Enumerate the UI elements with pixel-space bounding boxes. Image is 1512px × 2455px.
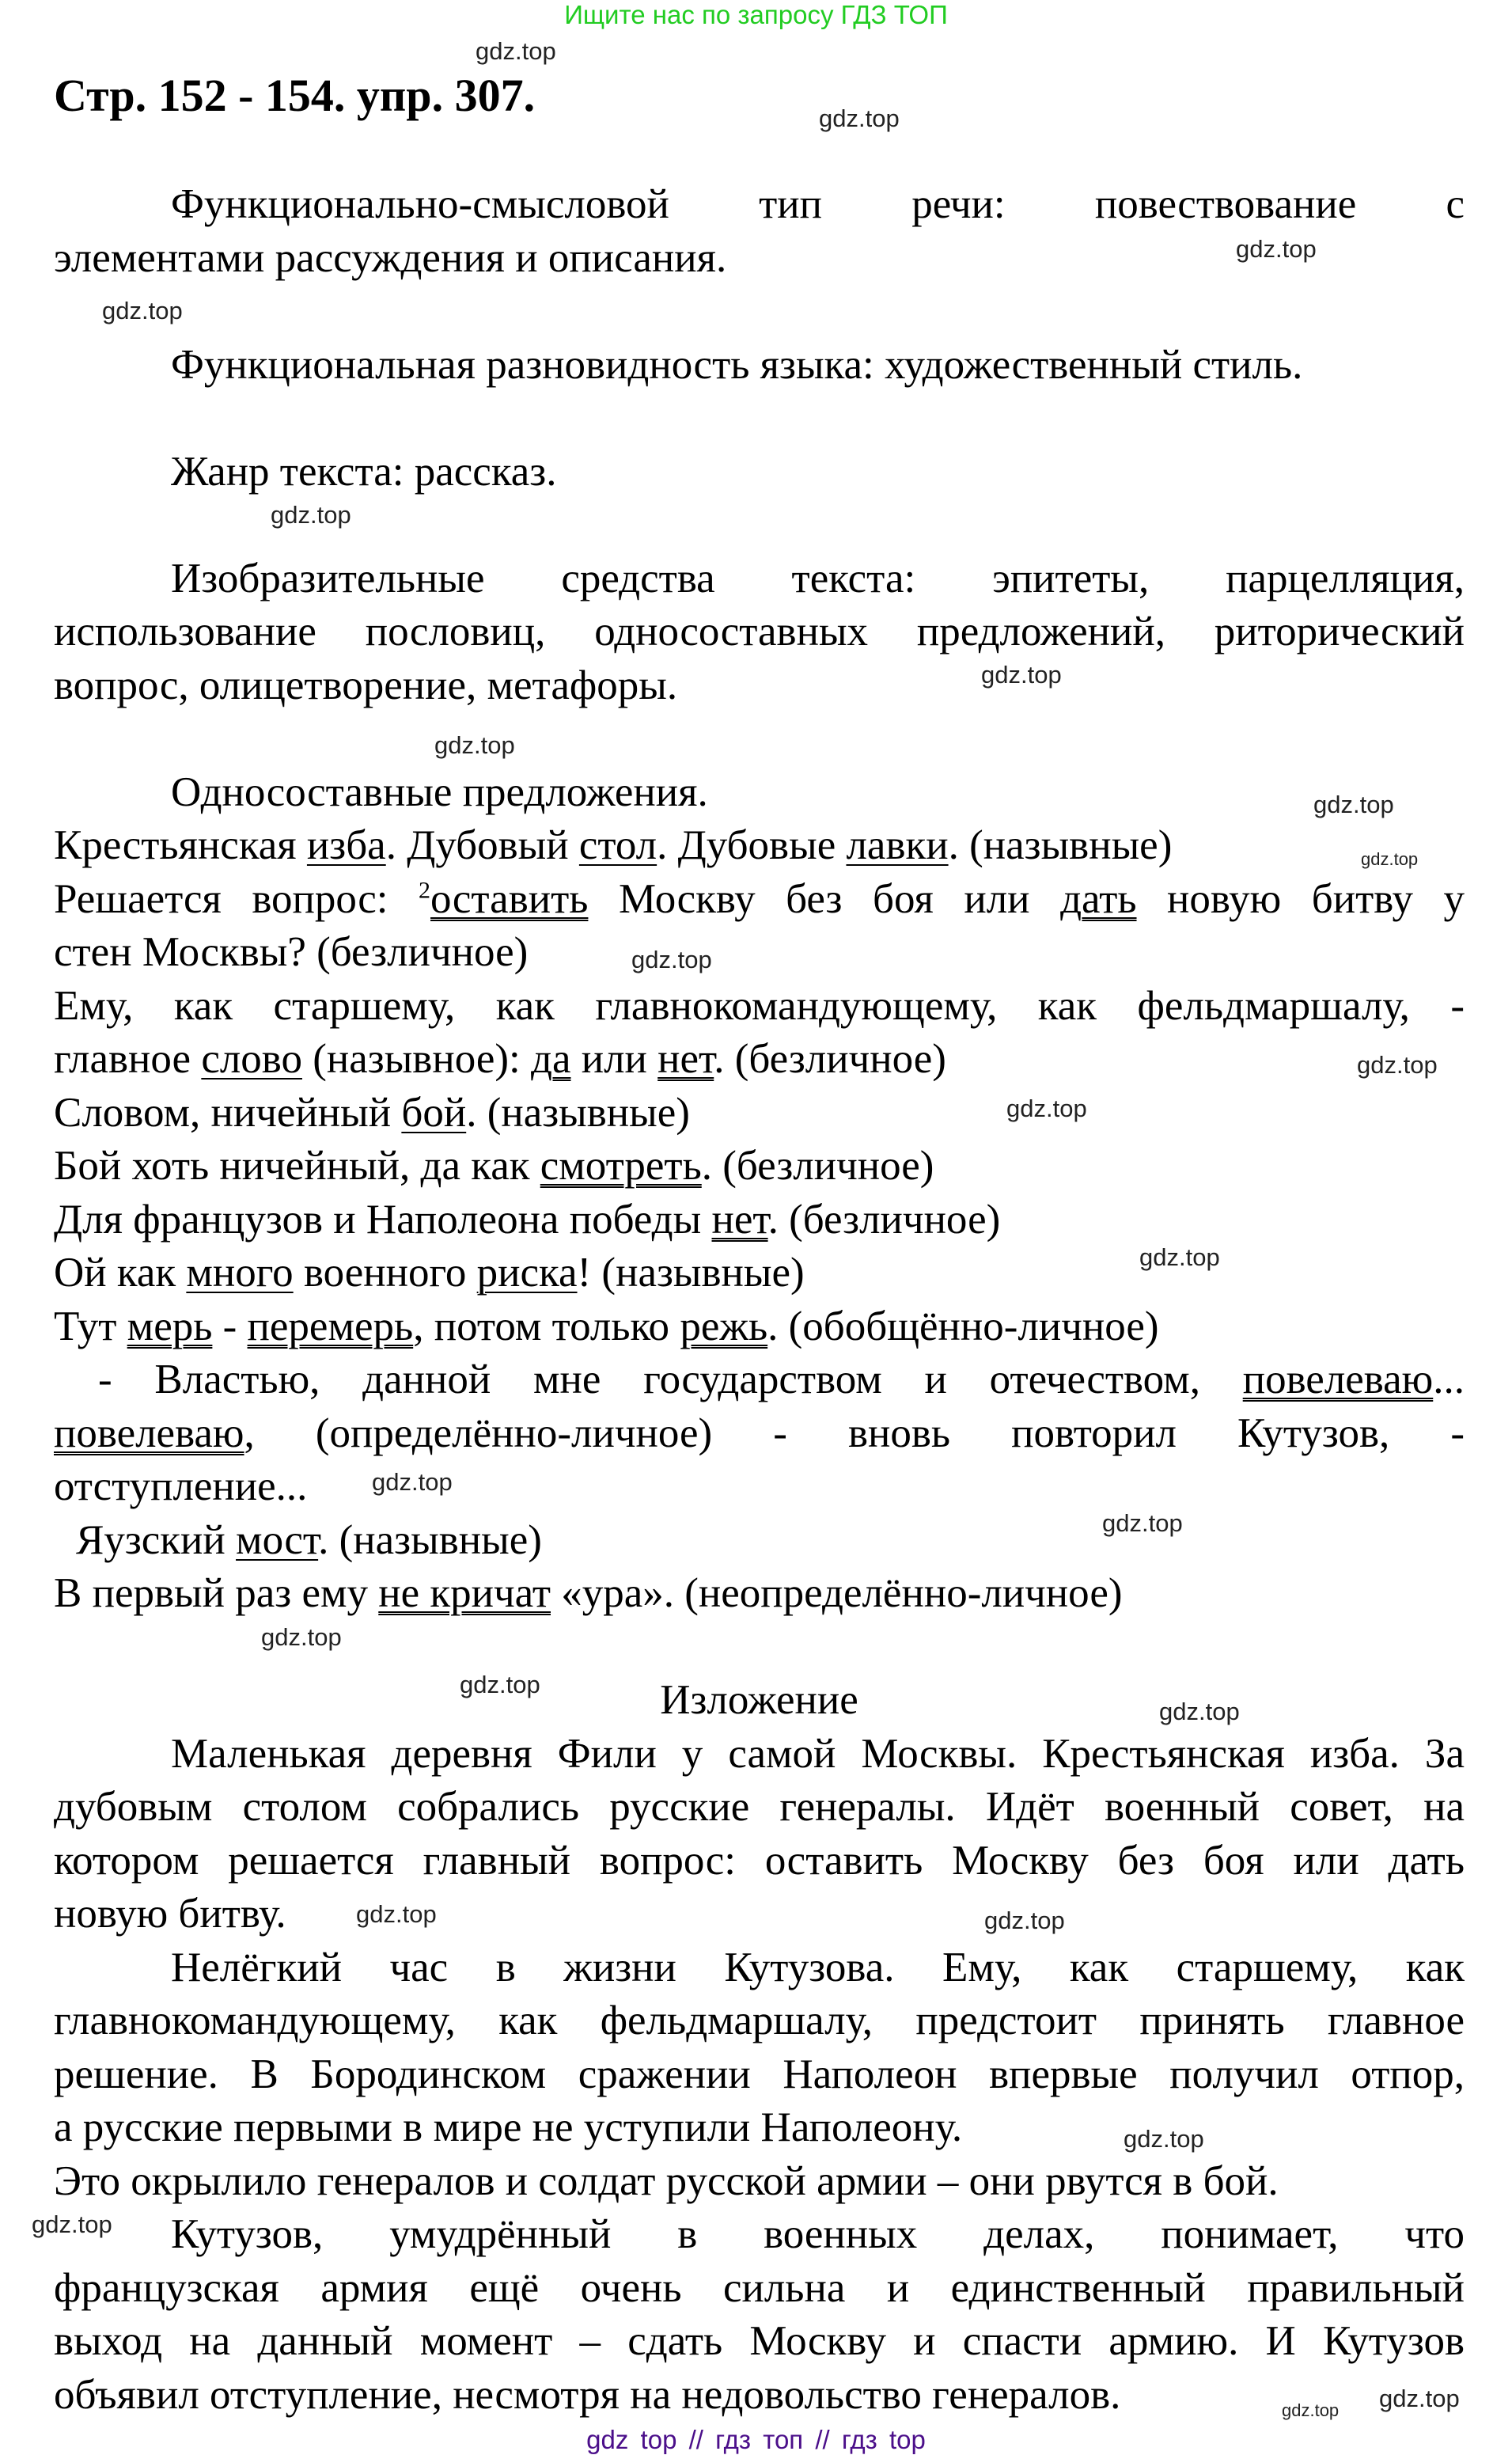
- text-segment: Решается вопрос:: [54, 875, 419, 922]
- predicate-double-underlined: нет: [711, 1196, 768, 1243]
- text-line: [54, 1781, 1465, 1835]
- predicate-double-underlined: смотреть: [540, 1143, 702, 1189]
- text-segment: Жанр текста: рассказ.: [171, 448, 557, 495]
- text-segment: новую битву у: [1136, 875, 1465, 922]
- text-line: [54, 1888, 1465, 1941]
- watermark: gdz.top: [1236, 235, 1317, 263]
- watermark: gdz.top: [981, 661, 1062, 689]
- watermark: gdz.top: [32, 2210, 112, 2238]
- text-segment: - Властью, данной мне государством и отечеством,: [98, 1357, 1243, 1402]
- text-line: [54, 2208, 1465, 2262]
- subject-underlined: бой: [401, 1089, 467, 1136]
- text-segment: «ура». (неопределённо-личное): [551, 1570, 1123, 1616]
- text-segment: , (определённо-личное) - вновь повторил Кутузов, -: [244, 1410, 1465, 1456]
- text-line: [54, 178, 1465, 232]
- predicate-double-underlined: не кричат: [378, 1570, 551, 1616]
- watermark: gdz.top: [476, 37, 556, 65]
- text-line: [54, 1941, 1465, 1995]
- text-line: [54, 2262, 1465, 2316]
- text-segment: Это окрылило генералов и солдат русской армии – они рвутся в бой.: [54, 2157, 1279, 2204]
- section-heading: [54, 1674, 1465, 1728]
- text-segment: выход на данный момент – сдать Москву и спасти армию. И Кутузов: [54, 2318, 1465, 2364]
- text-segment: Кутузов, умудрённый в военных делах, понимает, что: [171, 2211, 1465, 2257]
- text-segment: вопрос, олицетворение, метафоры.: [54, 662, 678, 708]
- text-segment: Тут: [54, 1303, 127, 1349]
- text-segment: . (безличное): [714, 1036, 946, 1082]
- watermark: gdz.top: [984, 1907, 1065, 1934]
- subject-underlined: лавки: [846, 822, 949, 868]
- watermark: gdz.top: [1124, 2125, 1204, 2153]
- watermark: gdz.top: [261, 1623, 342, 1651]
- text-segment: Для французов и Наполеона победы: [54, 1196, 712, 1243]
- text-segment: . (назывные): [318, 1516, 542, 1563]
- predicate-double-underlined: мерь: [127, 1303, 213, 1349]
- text-segment: главное: [54, 1036, 202, 1082]
- superscript-mark: 2: [419, 876, 431, 903]
- text-segment: новую битву.: [54, 1891, 286, 1937]
- text-segment: ...: [1433, 1357, 1465, 1402]
- text-segment: Изложение: [660, 1677, 858, 1723]
- text-line: [54, 2315, 1465, 2369]
- predicate-double-underlined: режь: [680, 1303, 768, 1349]
- text-line: [54, 1835, 1465, 1888]
- footer-links[interactable]: gdz top // гдз топ // гдз top: [586, 2425, 926, 2454]
- text-line: [54, 2048, 1465, 2102]
- predicate-double-underlined: да: [530, 1036, 571, 1082]
- subject-underlined: стол: [578, 822, 657, 868]
- text-segment: а русские первыми в мире не уступили Наполеону.: [54, 2104, 963, 2150]
- text-segment: В первый раз ему: [54, 1570, 379, 1616]
- text-segment: Изобразительные средства текста: эпитеты, парцелляция,: [171, 555, 1465, 601]
- text-line: [54, 339, 1465, 393]
- text-line: [54, 2369, 1465, 2423]
- text-segment: использование пословиц, односоставных предложений, риторический: [54, 609, 1465, 655]
- text-segment: Словом, ничейный: [54, 1089, 402, 1136]
- text-line: [54, 1087, 1465, 1140]
- watermark: gdz.top: [372, 1468, 453, 1496]
- text-line: [54, 1514, 1465, 1568]
- text-line: [54, 605, 1465, 659]
- text-segment: объявил отступление, несмотря на недовольство генералов.: [54, 2371, 1121, 2418]
- subject-underlined: мост: [236, 1516, 319, 1563]
- text-segment: . (обобщённо-личное): [767, 1303, 1159, 1349]
- text-segment: . (безличное): [767, 1196, 1001, 1243]
- text-line: [54, 552, 1465, 606]
- text-segment: элементами рассуждения и описания.: [54, 234, 727, 281]
- text-segment: или: [570, 1036, 658, 1082]
- text-line: [54, 1353, 1465, 1407]
- text-line: [54, 2101, 1465, 2155]
- text-line: [54, 1460, 1465, 1514]
- text-line: [54, 1407, 1465, 1461]
- predicate-double-underlined: перемерь: [247, 1303, 414, 1349]
- text-line: [54, 1728, 1465, 1781]
- text-segment: отступление...: [54, 1463, 308, 1509]
- watermark: gdz.top: [1102, 1509, 1183, 1537]
- text-line: [54, 926, 1465, 980]
- text-segment: . Дубовый: [385, 822, 579, 868]
- text-segment: Бой хоть ничейный, да как: [54, 1143, 540, 1189]
- text-line: [54, 1994, 1465, 2048]
- watermark: gdz.top: [1313, 791, 1394, 818]
- text-segment: решение. В Бородинском сражении Наполеон впервые получил отпор,: [54, 2051, 1465, 2097]
- text-line: [54, 1193, 1465, 1247]
- text-line: [54, 980, 1465, 1034]
- text-segment: Яузский: [76, 1516, 237, 1563]
- watermark: gdz.top: [434, 731, 515, 759]
- text-line: [54, 873, 1465, 927]
- text-line: [54, 766, 1465, 820]
- watermark: gdz.top: [356, 1900, 437, 1928]
- text-segment: стен Москвы? (безличное): [54, 929, 529, 975]
- predicate-double-underlined: оставить: [430, 875, 589, 922]
- predicate-double-underlined: нет: [657, 1036, 714, 1082]
- blank-line: [54, 499, 1465, 552]
- text-segment: Крестьянская: [54, 822, 307, 868]
- watermark: gdz.top: [1006, 1095, 1087, 1122]
- text-segment: Маленькая деревня Фили у самой Москвы. Крестьянская изба. За: [171, 1730, 1465, 1777]
- text-segment: -: [212, 1303, 248, 1349]
- text-segment: военного: [293, 1250, 477, 1296]
- watermark: gdz.top: [1139, 1243, 1220, 1271]
- text-segment: Функциональная разновидность языка: художественный стиль.: [171, 341, 1303, 388]
- search-banner[interactable]: Ищите нас по запросу ГДЗ ТОП: [564, 0, 948, 29]
- text-line: [54, 819, 1465, 873]
- text-line: [54, 1567, 1465, 1621]
- watermark: gdz.top: [271, 501, 351, 529]
- watermark: gdz.top: [1357, 1051, 1438, 1079]
- text-line: [54, 659, 1465, 713]
- text-segment: Односоставные предложения.: [171, 768, 708, 815]
- page-title: Стр. 152 - 154. упр. 307.: [54, 70, 536, 121]
- text-segment: котором решается главный вопрос: оставить Москву без боя или дать: [54, 1837, 1465, 1884]
- text-line: [54, 2155, 1465, 2209]
- predicate-double-underlined: повелеваю: [54, 1410, 244, 1456]
- watermark: gdz.top: [1361, 849, 1419, 869]
- text-line: [54, 1243, 1465, 1300]
- text-line: [54, 1033, 1465, 1087]
- blank-line: [54, 712, 1465, 766]
- subject-underlined: слово: [201, 1036, 302, 1082]
- watermark: gdz.top: [1379, 2385, 1460, 2412]
- text-segment: . (безличное): [701, 1143, 934, 1189]
- text-segment: французская армия ещё очень сильна и единственный правильный: [54, 2264, 1465, 2311]
- subject-underlined: изба: [306, 822, 386, 868]
- text-segment: дубовым столом собрались русские генералы. Идёт военный совет, на: [54, 1784, 1465, 1830]
- text-segment: Ему, как старшему, как главнокомандующему, как фельдмаршалу, -: [54, 982, 1465, 1029]
- text-segment: . (назывные): [466, 1089, 690, 1136]
- document-body: [54, 178, 1465, 2422]
- watermark: gdz.top: [1282, 2400, 1340, 2420]
- text-segment: главнокомандующему, как фельдмаршалу, предстоит принять главное: [54, 1998, 1465, 2043]
- watermark: gdz.top: [819, 104, 900, 132]
- watermark: gdz.top: [1159, 1698, 1240, 1725]
- predicate-double-underlined: повелеваю: [1242, 1357, 1434, 1402]
- text-line: [54, 1300, 1465, 1354]
- text-segment: Москву без боя или: [588, 875, 1061, 922]
- text-segment: Функционально-смысловой тип речи: повествование с: [171, 181, 1465, 227]
- text-line: [54, 1140, 1465, 1193]
- watermark: gdz.top: [631, 946, 712, 973]
- text-segment: (назывное):: [301, 1036, 531, 1082]
- text-segment: Нелёгкий час в жизни Кутузова. Ему, как старшему, как: [171, 1944, 1465, 1990]
- text-line: [54, 446, 1465, 499]
- text-segment: . (назывные): [948, 822, 1173, 868]
- text-segment: . Дубовые: [657, 822, 847, 868]
- blank-line: [54, 392, 1465, 446]
- watermark: gdz.top: [102, 297, 183, 324]
- text-segment: ! (назывные): [577, 1250, 805, 1296]
- blank-line: [54, 285, 1465, 339]
- predicate-double-underlined: дать: [1060, 875, 1137, 922]
- subject-underlined: много: [186, 1250, 294, 1296]
- text-segment: Ой как: [54, 1250, 187, 1296]
- subject-underlined: риска: [476, 1250, 578, 1296]
- watermark: gdz.top: [460, 1671, 540, 1698]
- text-segment: , потом только: [413, 1303, 680, 1349]
